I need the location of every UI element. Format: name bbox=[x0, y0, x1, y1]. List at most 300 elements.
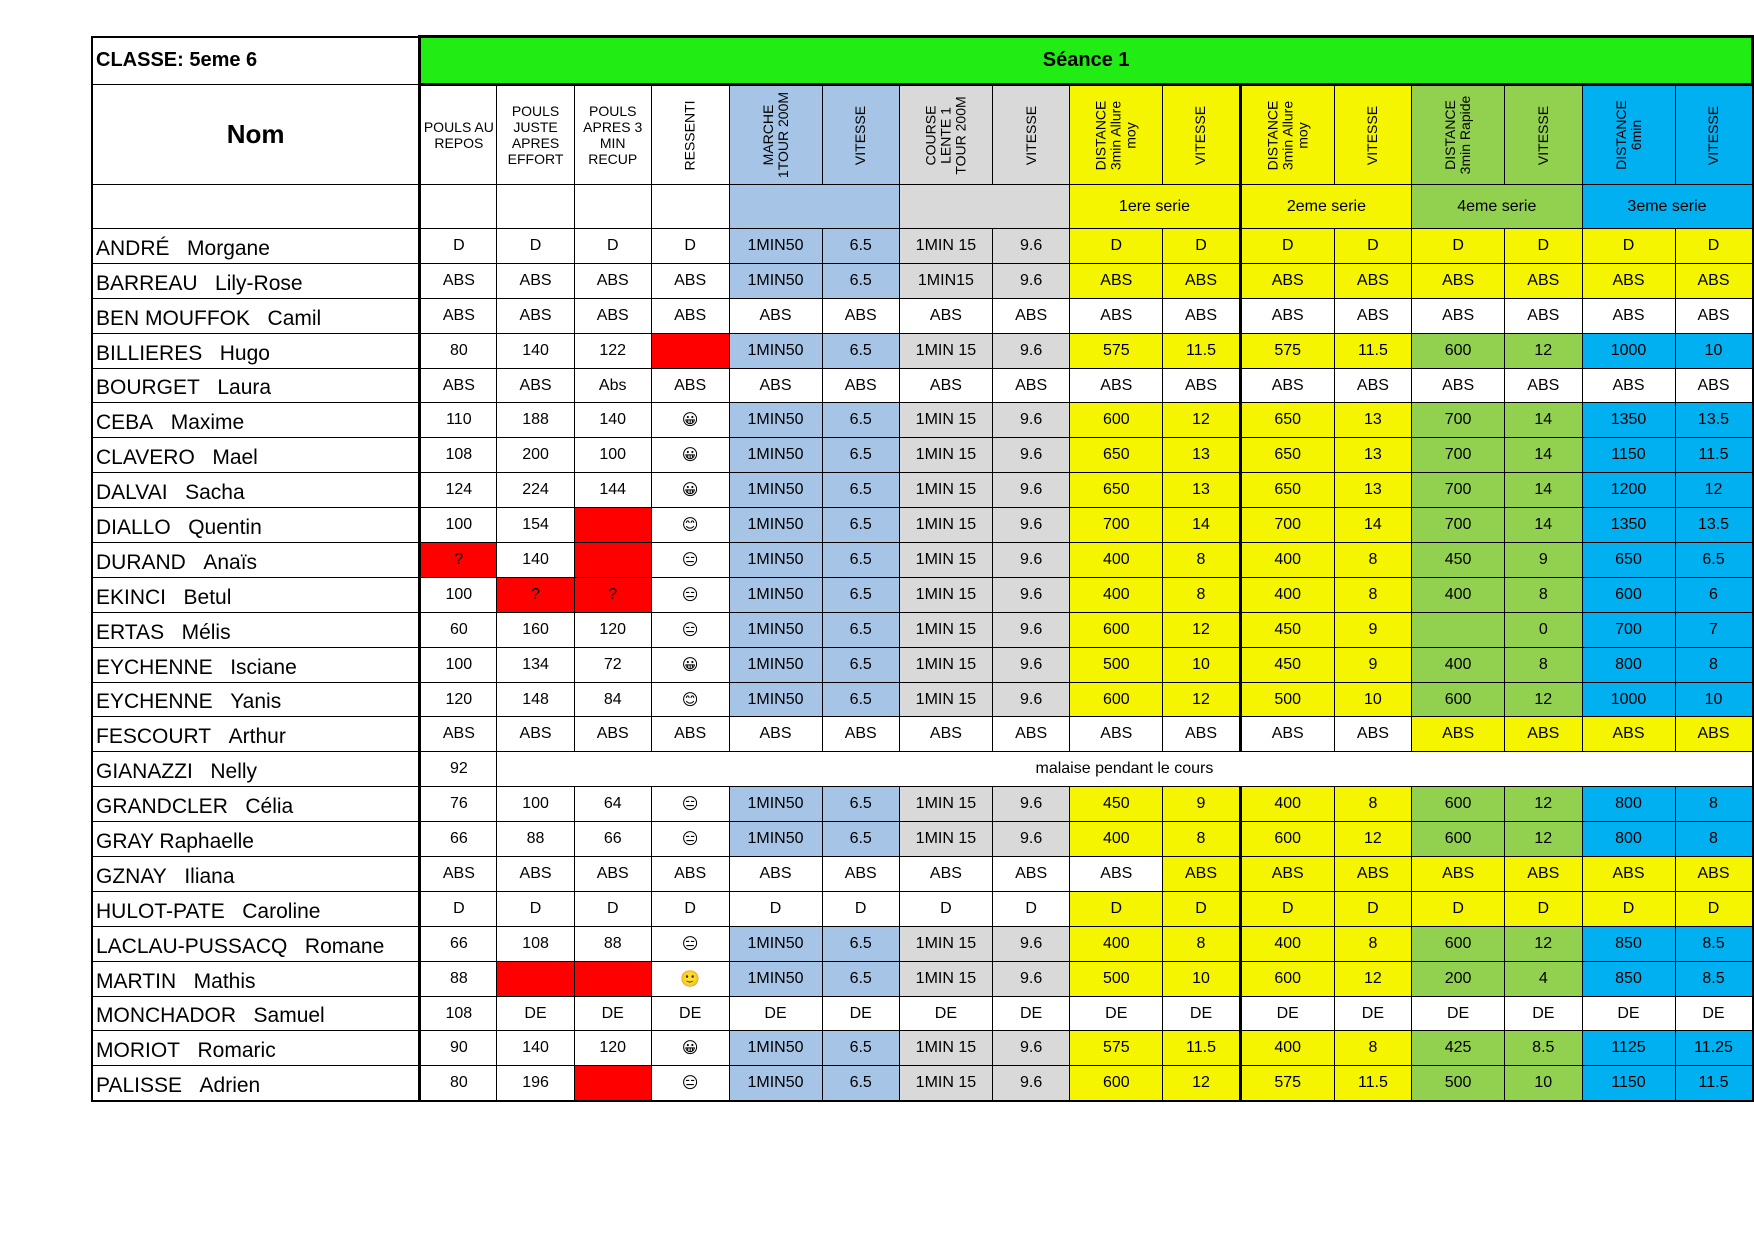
cell-pouls-repos: D bbox=[420, 891, 497, 926]
cell-ressenti: ABS bbox=[651, 263, 729, 298]
cell-vitesse-1: 13 bbox=[1163, 473, 1240, 508]
cell-vitesse-2: D bbox=[1334, 229, 1411, 264]
cell-distance-2: D bbox=[1240, 891, 1334, 926]
student-name bbox=[92, 1031, 420, 1066]
cell-ressenti: 😑 bbox=[651, 577, 729, 612]
cell-distance-2: ABS bbox=[1240, 368, 1334, 403]
cell-distance-3: ABS bbox=[1412, 368, 1505, 403]
student-name bbox=[92, 891, 420, 926]
cell-pouls-repos: ABS bbox=[420, 263, 497, 298]
cell-distance-4: 1000 bbox=[1582, 333, 1675, 368]
student-last-name: DALVAI bbox=[96, 481, 168, 505]
cell-distance-4: 850 bbox=[1582, 926, 1675, 961]
cell-marche: 1MIN50 bbox=[729, 577, 822, 612]
cell-vitesse-1: 12 bbox=[1163, 403, 1240, 438]
cell-distance-2: 400 bbox=[1240, 787, 1334, 822]
student-last-name: FESCOURT bbox=[96, 725, 212, 749]
cell-vitesse-4: 6 bbox=[1675, 577, 1753, 612]
cell-vitesse-4: 8.5 bbox=[1675, 961, 1753, 996]
table-row bbox=[92, 822, 1753, 857]
cell-distance-2: 450 bbox=[1240, 647, 1334, 682]
cell-vitesse-3: ABS bbox=[1505, 298, 1582, 333]
cell-distance-4: 1150 bbox=[1582, 438, 1675, 473]
cell-distance-2: 450 bbox=[1240, 612, 1334, 647]
student-first-name: Maxime bbox=[170, 411, 245, 435]
cell-pouls-repos: 60 bbox=[420, 612, 497, 647]
cell-distance-1: 650 bbox=[1070, 438, 1163, 473]
cell-vitesse-2: 13 bbox=[1334, 438, 1411, 473]
cell-vitesse-1: 12 bbox=[1163, 682, 1240, 717]
cell-distance-3: 500 bbox=[1412, 1066, 1505, 1101]
cell-vitesse-4: ABS bbox=[1675, 368, 1753, 403]
cell-marche: 1MIN50 bbox=[729, 1066, 822, 1101]
cell-pouls-recup bbox=[574, 1066, 651, 1101]
student-name bbox=[92, 298, 420, 333]
student-first-name: Hugo bbox=[219, 341, 270, 365]
cell-pouls-effort: 140 bbox=[497, 333, 574, 368]
cell-vitesse-4: 11.25 bbox=[1675, 1031, 1753, 1066]
cell-marche: 1MIN50 bbox=[729, 543, 822, 578]
cell-distance-4: 800 bbox=[1582, 787, 1675, 822]
cell-ressenti: ABS bbox=[651, 368, 729, 403]
cell-pouls-effort: 148 bbox=[497, 682, 574, 717]
table-row bbox=[92, 961, 1753, 996]
cell-vitesse-3: 0 bbox=[1505, 612, 1582, 647]
cell-vitesse-marche: 6.5 bbox=[822, 229, 899, 264]
cell-vitesse-1: 12 bbox=[1163, 612, 1240, 647]
cell-vitesse-marche: 6.5 bbox=[822, 961, 899, 996]
cell-ressenti: 😊 bbox=[651, 682, 729, 717]
cell-pouls-recup bbox=[574, 543, 651, 578]
cell-pouls-repos: ABS bbox=[420, 717, 497, 752]
cell-vitesse-4: 11.5 bbox=[1675, 438, 1753, 473]
cell-marche: 1MIN50 bbox=[729, 787, 822, 822]
cell-vitesse-3: 9 bbox=[1505, 543, 1582, 578]
cell-distance-3: 425 bbox=[1412, 1031, 1505, 1066]
student-name bbox=[92, 263, 420, 298]
cell-vitesse-3: 12 bbox=[1505, 787, 1582, 822]
student-name bbox=[92, 926, 420, 961]
cell-vitesse-marche: 6.5 bbox=[822, 543, 899, 578]
cell-distance-2: D bbox=[1240, 229, 1334, 264]
cell-pouls-effort: ABS bbox=[497, 298, 574, 333]
cell-course: 1MIN 15 bbox=[899, 787, 992, 822]
cell-pouls-effort: 108 bbox=[497, 926, 574, 961]
cell-marche: 1MIN50 bbox=[729, 508, 822, 543]
cell-vitesse-3: ABS bbox=[1505, 717, 1582, 752]
header-pouls-effort: POULS JUSTE APRES EFFORT bbox=[497, 85, 574, 185]
header-distance-4: DISTANCE 6min bbox=[1582, 85, 1675, 185]
cell-pouls-effort: ABS bbox=[497, 857, 574, 892]
student-last-name: GZNAY bbox=[96, 864, 167, 888]
cell-distance-1: 600 bbox=[1070, 612, 1163, 647]
student-first-name: Romane bbox=[304, 934, 385, 958]
cell-course: 1MIN 15 bbox=[899, 1066, 992, 1101]
cell-distance-2: ABS bbox=[1240, 298, 1334, 333]
cell-pouls-recup: 120 bbox=[574, 612, 651, 647]
cell-distance-2: 500 bbox=[1240, 682, 1334, 717]
cell-distance-4: 1000 bbox=[1582, 682, 1675, 717]
cell-pouls-repos: 100 bbox=[420, 647, 497, 682]
cell-vitesse-3: D bbox=[1505, 891, 1582, 926]
cell-pouls-repos: 108 bbox=[420, 996, 497, 1031]
cell-pouls-effort: 134 bbox=[497, 647, 574, 682]
header-ressenti: RESSENTI bbox=[651, 85, 729, 185]
cell-distance-3: 600 bbox=[1412, 682, 1505, 717]
cell-vitesse-1: 8 bbox=[1163, 926, 1240, 961]
cell-distance-1: 400 bbox=[1070, 543, 1163, 578]
cell-course: 1MIN 15 bbox=[899, 229, 992, 264]
cell-distance-4: 700 bbox=[1582, 612, 1675, 647]
cell-distance-1: ABS bbox=[1070, 263, 1163, 298]
student-first-name: Adrien bbox=[199, 1073, 261, 1097]
cell-distance-3: D bbox=[1412, 229, 1505, 264]
cell-pouls-repos: 76 bbox=[420, 787, 497, 822]
cell-vitesse-2: ABS bbox=[1334, 298, 1411, 333]
cell-vitesse-3: 12 bbox=[1505, 822, 1582, 857]
cell-vitesse-4: ABS bbox=[1675, 857, 1753, 892]
header-vitesse-3: VITESSE bbox=[1505, 85, 1582, 185]
cell-pouls-recup: D bbox=[574, 229, 651, 264]
cell-course: 1MIN 15 bbox=[899, 403, 992, 438]
cell-pouls-repos: ABS bbox=[420, 298, 497, 333]
cell-course: 1MIN15 bbox=[899, 263, 992, 298]
cell-vitesse-2: 11.5 bbox=[1334, 333, 1411, 368]
cell-pouls-effort bbox=[497, 961, 574, 996]
cell-pouls-recup: 64 bbox=[574, 787, 651, 822]
cell-vitesse-marche: 6.5 bbox=[822, 263, 899, 298]
table-row bbox=[92, 682, 1753, 717]
cell-pouls-recup: D bbox=[574, 891, 651, 926]
cell-vitesse-2: 12 bbox=[1334, 822, 1411, 857]
cell-vitesse-2: 11.5 bbox=[1334, 1066, 1411, 1101]
cell-vitesse-2: DE bbox=[1334, 996, 1411, 1031]
table-row bbox=[92, 1031, 1753, 1066]
cell-vitesse-3: D bbox=[1505, 229, 1582, 264]
student-name bbox=[92, 647, 420, 682]
cell-vitesse-3: 8 bbox=[1505, 577, 1582, 612]
cell-vitesse-1: ABS bbox=[1163, 857, 1240, 892]
student-name bbox=[92, 752, 420, 787]
cell-ressenti: 😑 bbox=[651, 612, 729, 647]
table-row bbox=[92, 1066, 1753, 1101]
cell-vitesse-course: 9.6 bbox=[992, 333, 1069, 368]
cell-vitesse-2: 10 bbox=[1334, 682, 1411, 717]
cell-pouls-effort: 140 bbox=[497, 1031, 574, 1066]
student-first-name: Lily-Rose bbox=[215, 271, 303, 295]
cell-pouls-recup: ABS bbox=[574, 717, 651, 752]
cell-pouls-repos: 100 bbox=[420, 508, 497, 543]
cell-pouls-effort: ABS bbox=[497, 717, 574, 752]
student-first-name: Célia bbox=[245, 795, 294, 819]
cell-course: D bbox=[899, 891, 992, 926]
table-row bbox=[92, 298, 1753, 333]
table-row bbox=[92, 891, 1753, 926]
cell-distance-1: D bbox=[1070, 229, 1163, 264]
cell-vitesse-2: 8 bbox=[1334, 543, 1411, 578]
cell-pouls-repos: 90 bbox=[420, 1031, 497, 1066]
cell-pouls-recup: Abs bbox=[574, 368, 651, 403]
cell-course: 1MIN 15 bbox=[899, 508, 992, 543]
cell-vitesse-3: 14 bbox=[1505, 403, 1582, 438]
cell-vitesse-1: 8 bbox=[1163, 543, 1240, 578]
cell-vitesse-1: D bbox=[1163, 891, 1240, 926]
cell-distance-1: 575 bbox=[1070, 1031, 1163, 1066]
cell-marche: 1MIN50 bbox=[729, 612, 822, 647]
cell-marche: D bbox=[729, 891, 822, 926]
student-first-name: Anaïs bbox=[203, 550, 258, 574]
cell-vitesse-4: DE bbox=[1675, 996, 1753, 1031]
cell-vitesse-course: 9.6 bbox=[992, 543, 1069, 578]
header-distance-3: DISTANCE 3min Rapide bbox=[1412, 85, 1505, 185]
cell-vitesse-1: ABS bbox=[1163, 368, 1240, 403]
cell-vitesse-2: 8 bbox=[1334, 787, 1411, 822]
table-row bbox=[92, 612, 1753, 647]
cell-vitesse-4: 8 bbox=[1675, 822, 1753, 857]
cell-pouls-recup: ABS bbox=[574, 298, 651, 333]
cell-vitesse-marche: ABS bbox=[822, 717, 899, 752]
blank-cell bbox=[497, 185, 574, 229]
cell-vitesse-1: 10 bbox=[1163, 647, 1240, 682]
cell-marche: ABS bbox=[729, 368, 822, 403]
cell-pouls-recup: ABS bbox=[574, 263, 651, 298]
cell-marche: 1MIN50 bbox=[729, 682, 822, 717]
cell-vitesse-marche: 6.5 bbox=[822, 1031, 899, 1066]
table-row bbox=[92, 438, 1753, 473]
cell-marche: 1MIN50 bbox=[729, 473, 822, 508]
cell-vitesse-1: 11.5 bbox=[1163, 1031, 1240, 1066]
cell-distance-2: 400 bbox=[1240, 926, 1334, 961]
student-name bbox=[92, 438, 420, 473]
cell-distance-4: ABS bbox=[1582, 857, 1675, 892]
student-last-name: GRAY Raphaelle bbox=[96, 830, 254, 854]
cell-pouls-effort: 154 bbox=[497, 508, 574, 543]
cell-vitesse-3: 8 bbox=[1505, 647, 1582, 682]
cell-vitesse-4: 10 bbox=[1675, 682, 1753, 717]
cell-vitesse-marche: 6.5 bbox=[822, 612, 899, 647]
cell-vitesse-4: 11.5 bbox=[1675, 1066, 1753, 1101]
student-first-name: Isciane bbox=[230, 655, 297, 679]
cell-distance-4: ABS bbox=[1582, 298, 1675, 333]
cell-vitesse-marche: 6.5 bbox=[822, 647, 899, 682]
cell-pouls-repos: ? bbox=[420, 543, 497, 578]
table-row bbox=[92, 473, 1753, 508]
cell-pouls-repos: 66 bbox=[420, 822, 497, 857]
cell-vitesse-1: 13 bbox=[1163, 438, 1240, 473]
cell-vitesse-3: ABS bbox=[1505, 263, 1582, 298]
cell-distance-3: 700 bbox=[1412, 508, 1505, 543]
cell-pouls-recup: 72 bbox=[574, 647, 651, 682]
student-last-name: DURAND bbox=[96, 550, 186, 574]
cell-pouls-recup: 66 bbox=[574, 822, 651, 857]
cell-distance-2: 650 bbox=[1240, 473, 1334, 508]
cell-vitesse-1: 9 bbox=[1163, 787, 1240, 822]
student-first-name: Romaric bbox=[197, 1039, 276, 1063]
cell-vitesse-1: D bbox=[1163, 229, 1240, 264]
cell-course: 1MIN 15 bbox=[899, 333, 992, 368]
cell-vitesse-1: ABS bbox=[1163, 717, 1240, 752]
student-last-name: BILLIERES bbox=[96, 341, 203, 365]
cell-marche: 1MIN50 bbox=[729, 263, 822, 298]
cell-distance-4: 800 bbox=[1582, 822, 1675, 857]
cell-distance-1: DE bbox=[1070, 996, 1163, 1031]
cell-distance-1: 500 bbox=[1070, 961, 1163, 996]
cell-distance-1: 650 bbox=[1070, 473, 1163, 508]
cell-marche: DE bbox=[729, 996, 822, 1031]
cell-distance-1: 400 bbox=[1070, 822, 1163, 857]
cell-vitesse-course: 9.6 bbox=[992, 787, 1069, 822]
table-row bbox=[92, 787, 1753, 822]
blank-cell bbox=[420, 185, 497, 229]
cell-vitesse-3: 12 bbox=[1505, 926, 1582, 961]
student-last-name: BARREAU bbox=[96, 271, 198, 295]
cell-vitesse-1: ABS bbox=[1163, 263, 1240, 298]
cell-ressenti: 😑 bbox=[651, 787, 729, 822]
cell-vitesse-2: ABS bbox=[1334, 263, 1411, 298]
cell-distance-4: 600 bbox=[1582, 577, 1675, 612]
cell-vitesse-4: 13.5 bbox=[1675, 403, 1753, 438]
cell-distance-2: 400 bbox=[1240, 543, 1334, 578]
cell-distance-1: 700 bbox=[1070, 508, 1163, 543]
student-last-name: CLAVERO bbox=[96, 446, 195, 470]
cell-marche: 1MIN50 bbox=[729, 1031, 822, 1066]
cell-vitesse-marche: 6.5 bbox=[822, 822, 899, 857]
cell-course: 1MIN 15 bbox=[899, 822, 992, 857]
cell-pouls-recup: 140 bbox=[574, 403, 651, 438]
table-row bbox=[92, 508, 1753, 543]
cell-ressenti: D bbox=[651, 229, 729, 264]
cell-vitesse-2: D bbox=[1334, 891, 1411, 926]
cell-distance-1: ABS bbox=[1070, 368, 1163, 403]
student-last-name: ANDRÉ bbox=[96, 236, 170, 260]
student-first-name: Morgane bbox=[187, 236, 270, 260]
cell-vitesse-3: 10 bbox=[1505, 1066, 1582, 1101]
cell-distance-3: 400 bbox=[1412, 577, 1505, 612]
cell-vitesse-4: 6.5 bbox=[1675, 543, 1753, 578]
table-row bbox=[92, 926, 1753, 961]
cell-pouls-recup bbox=[574, 508, 651, 543]
cell-vitesse-1: DE bbox=[1163, 996, 1240, 1031]
student-name bbox=[92, 473, 420, 508]
cell-ressenti: 😀 bbox=[651, 403, 729, 438]
cell-pouls-repos: 110 bbox=[420, 403, 497, 438]
cell-marche: 1MIN50 bbox=[729, 647, 822, 682]
cell-marche: ABS bbox=[729, 717, 822, 752]
student-last-name: EYCHENNE bbox=[96, 690, 213, 714]
student-last-name: BEN MOUFFOK bbox=[96, 306, 251, 330]
cell-distance-3: 600 bbox=[1412, 333, 1505, 368]
cell-vitesse-1: 8 bbox=[1163, 822, 1240, 857]
cell-vitesse-2: ABS bbox=[1334, 717, 1411, 752]
student-last-name: MARTIN bbox=[96, 969, 177, 993]
cell-ressenti: ABS bbox=[651, 857, 729, 892]
cell-ressenti: 😀 bbox=[651, 647, 729, 682]
cell-vitesse-4: D bbox=[1675, 891, 1753, 926]
cell-course: 1MIN 15 bbox=[899, 926, 992, 961]
header-marche: MARCHE 1TOUR 200M bbox=[729, 85, 822, 185]
cell-pouls-repos: D bbox=[420, 229, 497, 264]
cell-vitesse-course: 9.6 bbox=[992, 682, 1069, 717]
cell-distance-3: ABS bbox=[1412, 857, 1505, 892]
cell-vitesse-course: 9.6 bbox=[992, 577, 1069, 612]
student-last-name: GRANDCLER bbox=[96, 795, 228, 819]
cell-vitesse-marche: ABS bbox=[822, 857, 899, 892]
cell-vitesse-course: 9.6 bbox=[992, 647, 1069, 682]
note-cell: malaise pendant le cours bbox=[497, 752, 1753, 787]
student-name bbox=[92, 822, 420, 857]
cell-vitesse-course: 9.6 bbox=[992, 508, 1069, 543]
header-vitesse-course: VITESSE bbox=[992, 85, 1069, 185]
course-group-cell bbox=[899, 185, 1069, 229]
cell-vitesse-course: 9.6 bbox=[992, 473, 1069, 508]
cell-distance-1: 600 bbox=[1070, 1066, 1163, 1101]
header-course: COURSE LENTE 1 TOUR 200M bbox=[899, 85, 992, 185]
cell-ressenti: ABS bbox=[651, 298, 729, 333]
cell-ressenti: 🙂 bbox=[651, 961, 729, 996]
cell-pouls-repos: 108 bbox=[420, 438, 497, 473]
cell-vitesse-2: 13 bbox=[1334, 403, 1411, 438]
cell-distance-1: ABS bbox=[1070, 717, 1163, 752]
cell-vitesse-course: D bbox=[992, 891, 1069, 926]
student-last-name: EKINCI bbox=[96, 585, 167, 609]
table-row bbox=[92, 647, 1753, 682]
session-title: Séance 1 bbox=[420, 37, 1753, 85]
cell-distance-3: 600 bbox=[1412, 787, 1505, 822]
cell-vitesse-3: 14 bbox=[1505, 438, 1582, 473]
cell-vitesse-4: 12 bbox=[1675, 473, 1753, 508]
table-row bbox=[92, 577, 1753, 612]
header-vitesse-marche: VITESSE bbox=[822, 85, 899, 185]
cell-pouls-repos: 100 bbox=[420, 577, 497, 612]
cell-pouls-recup: 122 bbox=[574, 333, 651, 368]
student-first-name: Caroline bbox=[242, 899, 321, 923]
cell-vitesse-course: 9.6 bbox=[992, 438, 1069, 473]
cell-ressenti: 😑 bbox=[651, 1066, 729, 1101]
cell-pouls-recup: ABS bbox=[574, 857, 651, 892]
cell-vitesse-3: ABS bbox=[1505, 368, 1582, 403]
student-first-name: Betul bbox=[183, 585, 232, 609]
student-name bbox=[92, 333, 420, 368]
series-2-label: 2eme serie bbox=[1240, 185, 1411, 229]
cell-vitesse-3: ABS bbox=[1505, 857, 1582, 892]
header-pouls-repos: POULS AU REPOS bbox=[420, 85, 497, 185]
cell-distance-4: 1125 bbox=[1582, 1031, 1675, 1066]
student-name bbox=[92, 682, 420, 717]
cell-vitesse-marche: ABS bbox=[822, 368, 899, 403]
table-row bbox=[92, 333, 1753, 368]
cell-vitesse-4: 8.5 bbox=[1675, 926, 1753, 961]
cell-pouls-repos: 92 bbox=[420, 752, 497, 787]
student-last-name: EYCHENNE bbox=[96, 655, 213, 679]
student-first-name: Arthur bbox=[228, 725, 286, 749]
cell-vitesse-marche: DE bbox=[822, 996, 899, 1031]
cell-vitesse-2: 9 bbox=[1334, 647, 1411, 682]
cell-ressenti: DE bbox=[651, 996, 729, 1031]
cell-course: 1MIN 15 bbox=[899, 1031, 992, 1066]
cell-distance-4: DE bbox=[1582, 996, 1675, 1031]
cell-vitesse-course: 9.6 bbox=[992, 961, 1069, 996]
cell-vitesse-marche: 6.5 bbox=[822, 577, 899, 612]
cell-pouls-repos: 80 bbox=[420, 1066, 497, 1101]
student-first-name: Iliana bbox=[184, 864, 235, 888]
cell-distance-2: ABS bbox=[1240, 857, 1334, 892]
cell-distance-2: 650 bbox=[1240, 403, 1334, 438]
cell-vitesse-4: D bbox=[1675, 229, 1753, 264]
cell-vitesse-2: ABS bbox=[1334, 368, 1411, 403]
cell-distance-3: ABS bbox=[1412, 263, 1505, 298]
cell-distance-4: ABS bbox=[1582, 368, 1675, 403]
header-vitesse-2: VITESSE bbox=[1334, 85, 1411, 185]
